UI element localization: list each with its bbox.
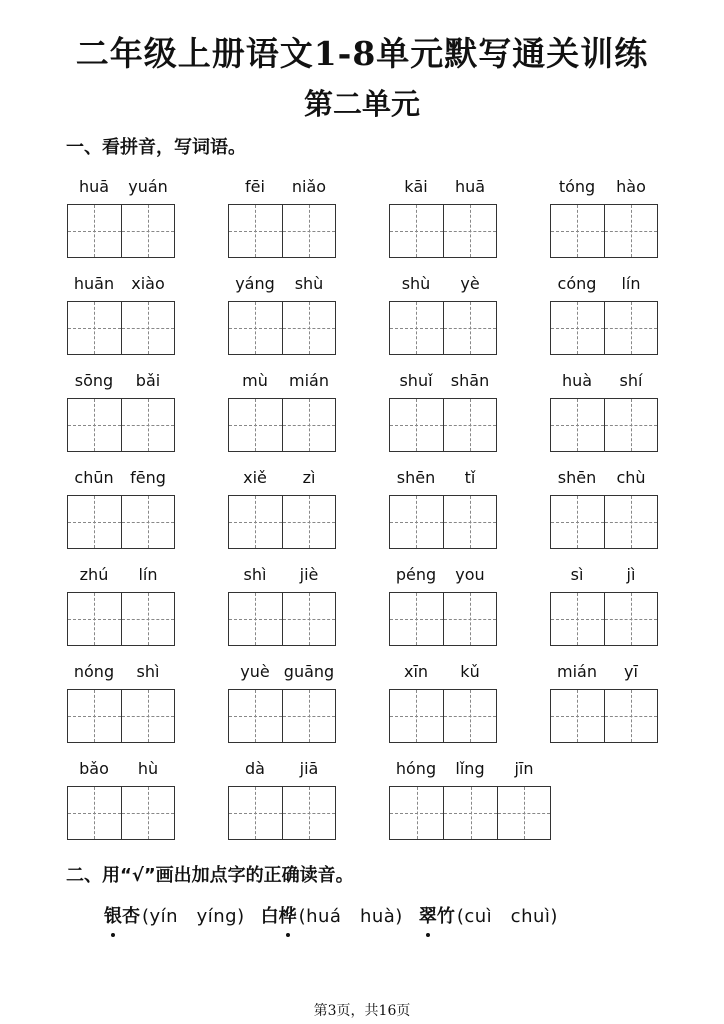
pinyin-syllable: bǎi [135,371,161,390]
page-title: 二年级上册语文1-8单元默写通关训练 [75,34,649,73]
tianzige-cell[interactable] [551,496,604,548]
pinyin-row [550,273,658,295]
word-character: 杏 [122,906,140,927]
pinyin-syllable: xīn [403,662,429,681]
pinyin-syllable: dà [245,759,265,778]
pinyin-syllable: jīn [514,759,534,778]
pinyin-row [228,564,336,586]
pinyin-syllable: huān [73,274,115,293]
writing-box-group [550,495,658,549]
word-item [228,758,336,848]
tianzige-cell[interactable] [282,205,335,257]
word-item [67,467,175,557]
writing-box-group [550,398,658,452]
tianzige-cell[interactable] [390,787,443,839]
pinyin-row [550,467,658,489]
tianzige-cell[interactable] [551,302,604,354]
pinyin-syllable: chù [616,468,646,487]
reading-options[interactable]: (cuì chuì) [456,906,558,927]
word-item [67,758,175,848]
tianzige-cell[interactable] [121,496,174,548]
pinyin-syllable: lín [621,274,641,293]
writing-box-group [389,204,497,258]
tianzige-cell[interactable] [282,593,335,645]
pinyin-row [228,467,336,489]
word-item [550,661,658,751]
tianzige-cell[interactable] [121,593,174,645]
pinyin-syllable: lǐng [455,759,485,778]
tianzige-cell[interactable] [282,496,335,548]
pinyin-row [550,176,658,198]
writing-box-group [550,204,658,258]
writing-box-group [67,495,175,549]
tianzige-cell[interactable] [604,302,657,354]
tianzige-cell[interactable] [229,302,282,354]
pinyin-syllable: tóng [558,177,596,196]
pinyin-syllable: xiào [131,274,165,293]
tianzige-cell[interactable] [68,302,121,354]
pinyin-syllable: mián [289,371,329,390]
reading-options[interactable]: (huá huà) [298,906,403,927]
tianzige-cell[interactable] [604,496,657,548]
pinyin-syllable: fēi [245,177,265,196]
writing-box-group [228,398,336,452]
word-item [67,273,175,363]
pinyin-row [389,758,551,780]
reading-item-1 [104,902,245,928]
word-item [550,273,658,363]
pinyin-syllable: shù [401,274,431,293]
tianzige-cell[interactable] [604,205,657,257]
pinyin-syllable: you [455,565,485,584]
pinyin-syllable: jì [626,565,636,584]
pinyin-syllable: hào [616,177,646,196]
writing-box-group [228,786,336,840]
pinyin-syllable: fēng [130,468,166,487]
tianzige-cell[interactable] [604,399,657,451]
pinyin-syllable: sì [570,565,584,584]
pinyin-syllable: shān [450,371,490,390]
pinyin-row [389,661,497,683]
dotted-character: 银 [104,902,122,928]
tianzige-cell[interactable] [121,302,174,354]
word-item [228,273,336,363]
writing-box-group [67,786,175,840]
writing-box-group [228,592,336,646]
pinyin-row [389,467,497,489]
writing-box-group [228,301,336,355]
pinyin-syllable: hù [137,759,159,778]
pinyin-syllable: shí [619,371,643,390]
pinyin-syllable: cóng [557,274,597,293]
tianzige-cell[interactable] [229,496,282,548]
tianzige-cell[interactable] [551,690,604,742]
pinyin-row [67,564,175,586]
tianzige-cell[interactable] [229,593,282,645]
pinyin-row [67,176,175,198]
word-item [67,370,175,460]
pinyin-syllable: huà [561,371,593,390]
pinyin-syllable: yī [624,662,638,681]
pinyin-syllable: yè [460,274,480,293]
tianzige-cell[interactable] [121,399,174,451]
pinyin-syllable: lín [138,565,158,584]
tianzige-cell[interactable] [551,205,604,257]
tianzige-cell[interactable] [390,399,443,451]
pinyin-syllable: yuán [128,177,168,196]
writing-box-group [67,592,175,646]
pinyin-syllable: bǎo [79,759,109,778]
writing-box-group [389,301,497,355]
word-item [389,758,551,848]
tianzige-cell[interactable] [121,690,174,742]
pinyin-row [67,370,175,392]
unit-subtitle: 第二单元 [303,87,420,121]
pinyin-row [67,467,175,489]
pinyin-syllable: shuǐ [399,371,433,390]
tianzige-cell[interactable] [443,593,496,645]
writing-box-group [67,204,175,258]
word-item [228,661,336,751]
tianzige-cell[interactable] [68,593,121,645]
word-item [389,467,497,557]
pinyin-syllable: zhú [79,565,109,584]
writing-box-group [389,786,551,840]
pinyin-syllable: mián [557,662,597,681]
word-item [550,467,658,557]
tianzige-cell[interactable] [551,399,604,451]
pinyin-row [228,176,336,198]
tianzige-cell[interactable] [121,205,174,257]
word-item [389,176,497,266]
pinyin-syllable: huā [78,177,110,196]
pinyin-row [389,176,497,198]
word-item [228,467,336,557]
tianzige-cell[interactable] [604,690,657,742]
pinyin-syllable: tǐ [464,468,476,487]
section-2-heading: 二、用“√”画出加点字的正确读音。 [66,865,354,886]
tianzige-cell[interactable] [443,787,496,839]
word-item [228,564,336,654]
dotted-character: 桦 [279,902,297,928]
word-item [550,176,658,266]
pinyin-row [550,661,658,683]
reading-item-2 [261,902,403,928]
writing-box-group [67,398,175,452]
tianzige-cell[interactable] [551,593,604,645]
pinyin-syllable: yuè [240,662,270,681]
section-1-heading: 一、看拼音，写词语。 [66,137,246,158]
pinyin-syllable: nóng [73,662,115,681]
pinyin-row [67,758,175,780]
tianzige-cell[interactable] [229,399,282,451]
word-item [550,370,658,460]
tianzige-cell[interactable] [604,593,657,645]
reading-item-3 [419,902,558,928]
tianzige-cell[interactable] [282,787,335,839]
writing-box-group [389,398,497,452]
writing-box-group [389,592,497,646]
word-item [550,564,658,654]
word-item [67,176,175,266]
word-character: 白 [260,906,279,927]
pinyin-row [550,370,658,392]
tianzige-cell[interactable] [390,205,443,257]
pinyin-syllable: shù [294,274,324,293]
pinyin-syllable: péng [395,565,437,584]
word-item [67,564,175,654]
pinyin-syllable: chūn [74,468,114,487]
writing-box-group [389,689,497,743]
tianzige-cell[interactable] [443,496,496,548]
tianzige-cell[interactable] [282,399,335,451]
word-item [389,661,497,751]
tianzige-cell[interactable] [68,690,121,742]
tianzige-cell[interactable] [68,205,121,257]
pinyin-row [228,273,336,295]
pinyin-syllable: kāi [404,177,428,196]
tianzige-cell[interactable] [282,690,335,742]
writing-box-group [550,592,658,646]
word-item [389,564,497,654]
pinyin-syllable: guāng [283,662,335,681]
pinyin-syllable: hóng [395,759,437,778]
tianzige-cell[interactable] [390,593,443,645]
writing-box-group [228,689,336,743]
pinyin-row [389,370,497,392]
pinyin-syllable: jiā [299,759,319,778]
writing-box-group [550,301,658,355]
tianzige-cell[interactable] [390,302,443,354]
pinyin-syllable: zì [302,468,316,487]
tianzige-cell[interactable] [443,302,496,354]
word-character: 竹 [436,906,455,927]
pinyin-row [228,758,336,780]
pinyin-syllable: yáng [235,274,275,293]
dotted-character: 翠 [419,902,437,928]
writing-box-group [228,204,336,258]
writing-box-group [389,495,497,549]
tianzige-cell[interactable] [497,787,550,839]
pinyin-syllable: jiè [299,565,319,584]
page-footer: 第3页，共16页 [313,1003,411,1019]
tianzige-cell[interactable] [443,399,496,451]
tianzige-cell[interactable] [229,787,282,839]
pinyin-syllable: shēn [396,468,436,487]
writing-box-group [67,301,175,355]
reading-choice-row [104,902,558,928]
tianzige-cell[interactable] [121,787,174,839]
writing-box-group [228,495,336,549]
word-item [389,370,497,460]
pinyin-syllable: mù [242,371,268,390]
pinyin-row [550,564,658,586]
tianzige-cell[interactable] [68,787,121,839]
tianzige-cell[interactable] [68,496,121,548]
pinyin-syllable: huā [454,177,486,196]
tianzige-cell[interactable] [229,690,282,742]
pinyin-row [228,661,336,683]
tianzige-cell[interactable] [282,302,335,354]
tianzige-cell[interactable] [390,690,443,742]
writing-box-group [67,689,175,743]
pinyin-syllable: shì [136,662,160,681]
pinyin-row [67,273,175,295]
tianzige-cell[interactable] [443,690,496,742]
word-item [67,661,175,751]
word-item [389,273,497,363]
pinyin-syllable: shēn [557,468,597,487]
word-item [228,176,336,266]
pinyin-row [228,370,336,392]
reading-options[interactable]: (yín yíng) [142,906,245,927]
pinyin-syllable: sōng [74,371,114,390]
pinyin-row [389,564,497,586]
pinyin-syllable: niǎo [291,177,327,196]
tianzige-cell[interactable] [68,399,121,451]
writing-box-group [550,689,658,743]
tianzige-cell[interactable] [229,205,282,257]
pinyin-syllable: shì [243,565,267,584]
pinyin-syllable: xiě [243,468,267,487]
pinyin-row [67,661,175,683]
word-item [228,370,336,460]
pinyin-row [389,273,497,295]
tianzige-cell[interactable] [390,496,443,548]
pinyin-syllable: kǔ [460,662,480,681]
tianzige-cell[interactable] [443,205,496,257]
